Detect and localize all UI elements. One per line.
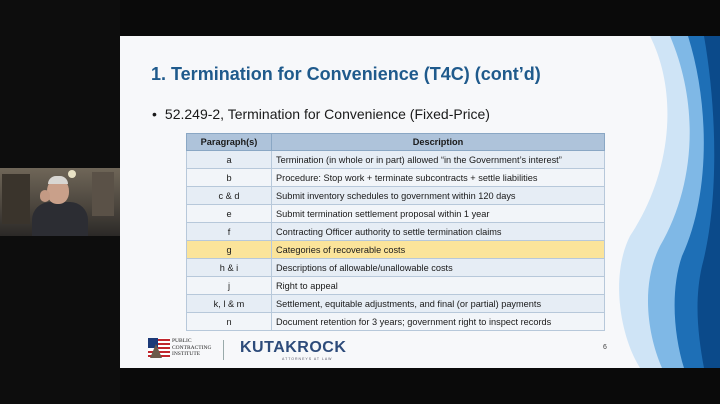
description-cell: Submit inventory schedules to government within 120 days — [272, 187, 605, 205]
description-cell: Contracting Officer authority to settle termination claims — [272, 223, 605, 241]
description-cell: Termination (in whole or in part) allowed “in the Government’s interest” — [272, 151, 605, 169]
paragraph-cell: k, l & m — [187, 295, 272, 313]
table-row-highlighted — [187, 241, 605, 259]
paragraph-cell: e — [187, 205, 272, 223]
paragraph-cell: h & i — [187, 259, 272, 277]
paragraph-cell: c & d — [187, 187, 272, 205]
table-row — [187, 205, 605, 223]
description-cell: Right to appeal — [272, 277, 605, 295]
paragraph-cell: b — [187, 169, 272, 187]
bullet-icon: • — [152, 106, 157, 122]
description-cell: Settlement, equitable adjustments, and final (or partial) payments — [272, 295, 605, 313]
paragraph-table — [186, 133, 605, 331]
table-row — [187, 295, 605, 313]
kutak-rock-logo: KUTAKROCK — [240, 339, 347, 356]
bullet-point — [152, 106, 490, 122]
shared-slide — [120, 36, 720, 368]
column-header-paragraph: Paragraph(s) — [187, 134, 272, 151]
presenter-hand — [40, 190, 50, 202]
table-row — [187, 277, 605, 295]
column-header-description: Description — [272, 134, 605, 151]
table-row — [187, 151, 605, 169]
presenter-body — [32, 202, 88, 236]
footer-divider — [223, 340, 224, 360]
paragraph-cell: j — [187, 277, 272, 295]
cabinet — [92, 172, 114, 216]
description-cell: Categories of recoverable costs — [272, 241, 605, 259]
lamp — [68, 170, 76, 178]
flag-icon — [148, 338, 170, 358]
presenter-video[interactable] — [0, 168, 120, 236]
presenter-hair — [48, 176, 68, 184]
slide-decoration — [610, 36, 720, 368]
table-row — [187, 187, 605, 205]
slide-title: 1. Termination for Convenience (T4C) (cont’d) — [151, 64, 541, 84]
description-cell: Document retention for 3 years; government right to inspect records — [272, 313, 605, 331]
description-cell: Procedure: Stop work + terminate subcontracts + settle liabilities — [272, 169, 605, 187]
paragraph-cell: n — [187, 313, 272, 331]
paragraph-cell: a — [187, 151, 272, 169]
description-cell: Submit termination settlement proposal within 1 year — [272, 205, 605, 223]
pci-logo-text: PUBLIC CONTRACTING INSTITUTE — [172, 338, 212, 357]
table-row — [187, 223, 605, 241]
paragraph-cell: f — [187, 223, 272, 241]
bookshelf — [2, 174, 30, 224]
description-cell: Descriptions of allowable/unallowable costs — [272, 259, 605, 277]
paragraph-cell: g — [187, 241, 272, 259]
bullet-text: 52.249-2, Termination for Convenience (Fixed-Price) — [164, 106, 490, 122]
table-row — [187, 313, 605, 331]
page-number: 6 — [603, 344, 607, 351]
table-row — [187, 259, 605, 277]
pci-logo — [148, 336, 218, 360]
table-row — [187, 169, 605, 187]
kutak-rock-tagline: ATTORNEYS AT LAW — [282, 357, 333, 361]
